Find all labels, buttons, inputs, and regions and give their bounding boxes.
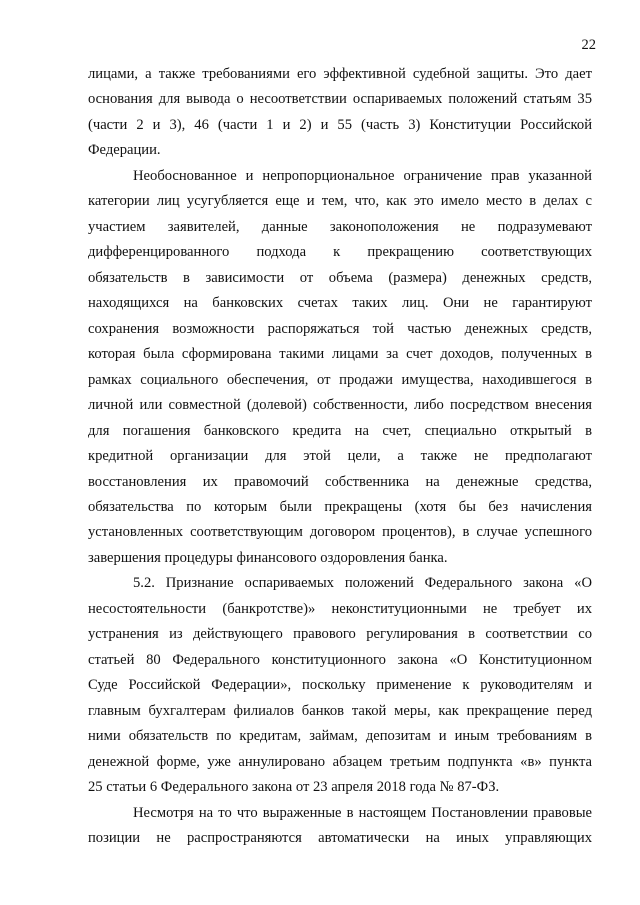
text-line: устранения из действующего правового регулирования в соответствии со	[88, 626, 592, 643]
text-line: кредитной организации для этой цели, а также не предполагают	[88, 448, 592, 465]
text-line: личной или совместной (долевой) собственности, либо посредством внесения	[88, 397, 592, 414]
text-line: Несмотря на то что выраженные в настоящем Постановлении правовые	[133, 804, 592, 821]
text-line: обязательства по которым были прекращены (хотя бы без начисления	[88, 498, 592, 515]
text-line: лицами, а также требованиями его эффективной судебной защиты. Это дает	[88, 66, 592, 82]
text-line: находящихся на банковских счетах таких лиц. Они не гарантируют	[88, 295, 592, 312]
page-number: 22	[581, 37, 596, 53]
paragraph-3	[88, 571, 592, 800]
text-line: участием заявителей, данные законоположения не подразумевают	[88, 218, 592, 235]
text-line: Суде Российской Федерации», поскольку применение к руководителям и	[88, 677, 592, 694]
text-line: Федерации.	[88, 142, 161, 159]
text-line: восстановления их правомочий собственника на денежные средства,	[88, 473, 592, 490]
text-line: 25 статьи 6 Федерального закона от 23 апреля 2018 года № 87-ФЗ.	[88, 779, 500, 796]
text-line: завершения процедуры финансового оздоровления банка.	[88, 549, 448, 566]
text-line: статьей 80 Федерального конституционного закона «О Конституционном	[88, 651, 592, 668]
text-line: сохранения возможности распоряжаться той частью денежных средств,	[88, 320, 592, 337]
text-line: категории лиц усугубляется еще и тем, что, как это имело место в делах с	[88, 193, 592, 210]
text-line: которая была сформирована такими лицами за счет доходов, полученных в	[88, 346, 592, 363]
text-line: (части 2 и 3), 46 (части 1 и 2) и 55 (часть 3) Конституции Российской	[88, 116, 592, 133]
text-line: ними обязательств по кредитам, займам, депозитам и иным требованиям в	[88, 728, 592, 745]
text-line: 5.2. Признание оспариваемых положений Федерального закона «О	[133, 575, 592, 592]
text-line: рамках социального обеспечения, от продажи имущества, находившегося в	[88, 371, 592, 388]
text-line: обязательств в зависимости от объема (размера) денежных средств,	[88, 269, 592, 286]
text-line: позиции не распространяются автоматически на иных управляющих	[88, 830, 592, 847]
text-line: установленных соответствующим договором процентов), в случае успешного	[88, 524, 592, 541]
text-line: денежной форме, уже аннулировано абзацем третьим подпункта «в» пункта	[88, 753, 592, 770]
paragraph-4	[88, 801, 592, 852]
text-line: дифференцированного подхода к прекращению соответствующих	[88, 244, 592, 261]
paragraph-1	[88, 62, 592, 164]
text-line: для погашения банковского кредита на счет, специально открытый в	[88, 422, 592, 439]
text-line: несостоятельности (банкротстве)» неконституционными не требует их	[88, 600, 592, 617]
text-line: основания для вывода о несоответствии оспариваемых положений статьям 35	[88, 91, 592, 108]
text-line: главным бухгалтерам филиалов банков такой меры, как прекращение перед	[88, 702, 592, 719]
document-body	[88, 62, 592, 852]
paragraph-2	[88, 164, 592, 572]
text-line: Необоснованное и непропорциональное ограничение прав указанной	[133, 167, 592, 184]
